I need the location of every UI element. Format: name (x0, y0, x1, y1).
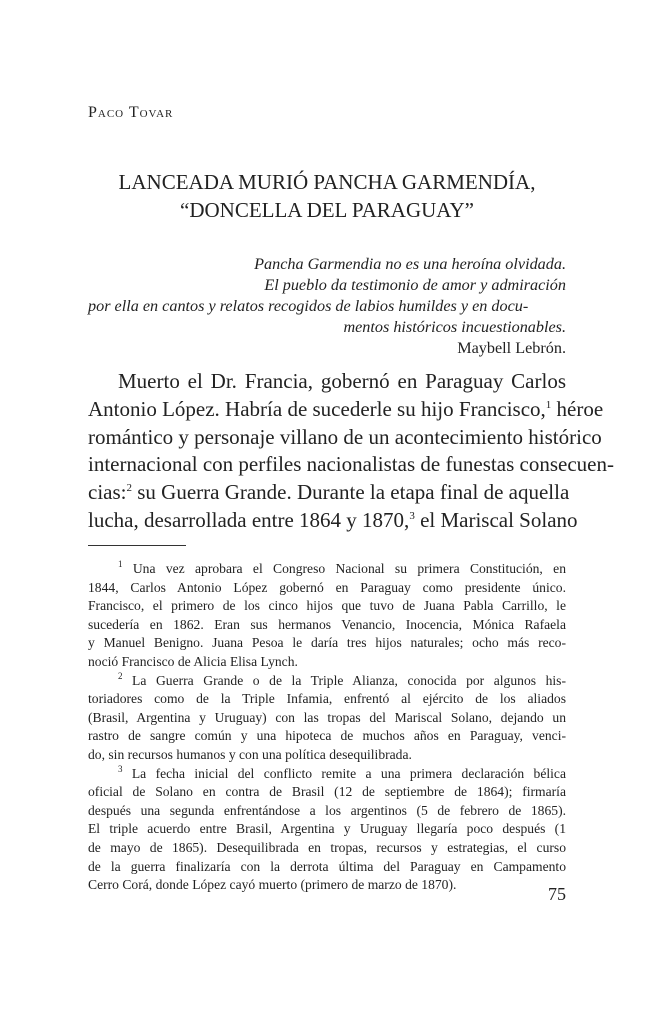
footnote-line (88, 560, 566, 579)
body-paragraph (88, 368, 614, 535)
body-text-run: el Mariscal Solano (414, 507, 578, 532)
chapter-title-line-2: “DONCELLA DEL PARAGUAY” (180, 198, 474, 222)
epigraph-author: Maybell Lebrón. (457, 339, 566, 357)
footnote-line (88, 765, 566, 784)
body-line (88, 479, 570, 507)
footnote-line: 1844, Carlos Antonio López gobernó en Paraguay como presidente único. (88, 579, 566, 595)
footnote-line: y Manuel Benigno. Juana Pesoa le daría tres hijos naturales; ocho más reco- (88, 635, 566, 651)
body-line: internacional con perfiles nacionalistas de funestas consecuen- (88, 452, 614, 477)
body-text-run: Antonio López. Habría de sucederle su hijo Francisco, (88, 396, 546, 421)
body-line (88, 507, 578, 535)
footnote-text: La Guerra Grande o de la Triple Alianza, conocida por algunos his- (122, 672, 566, 688)
footnote-line (88, 672, 566, 691)
footnote-ref[interactable]: 3 (409, 509, 415, 522)
running-head-author: Paco Tovar (88, 104, 174, 121)
footnote-number: 1 (118, 559, 123, 569)
epigraph-line: por ella en cantos y relatos recogidos de labios humildes y en docu- (88, 297, 529, 315)
footnote-line: El triple acuerdo entre Brasil, Argentina y Uruguay llegaría poco después (1 (88, 821, 566, 837)
footnote-line: Francisco, el primero de los cinco hijos que tuvo de Juana Pabla Carrillo, le (88, 598, 566, 614)
footnote-line: oficial de Solano en contra de Brasil (12 de septiembre de 1864); firmaría (88, 784, 566, 800)
epigraph (88, 254, 566, 359)
footnote-line: (Brasil, Argentina y Uruguay) con las tropas del Mariscal Solano, dejando un (88, 709, 566, 725)
body-line: Muerto el Dr. Francia, gobernó en Paraguay Carlos (118, 369, 566, 393)
body-line (88, 396, 604, 424)
body-text-run: cias: (88, 480, 127, 505)
epigraph-line: Pancha Garmendia no es una heroína olvidada. (254, 255, 566, 273)
footnote-line: de mayo de 1865). Desequilibrada en tropas, recursos y estrategias, el curso (88, 839, 566, 855)
footnote-number: 3 (118, 763, 123, 774)
footnote-text: La fecha inicial del conflicto remite a una primera declaración bélica (122, 765, 566, 781)
chapter-title-line-1: LANCEADA MURIÓ PANCHA GARMENDÍA, (118, 170, 536, 194)
footnote-ref[interactable]: 2 (126, 482, 132, 495)
body-text-run: lucha, desarrollada entre 1864 y 1870, (88, 507, 410, 532)
body-line: romántico y personaje villano de un acontecimiento histórico (88, 424, 602, 449)
page-number: 75 (548, 884, 566, 904)
footnote-text: Una vez aprobara el Congreso Nacional su primera Constitución, en (122, 561, 566, 576)
footnotes (88, 560, 566, 895)
book-page (88, 0, 614, 1010)
footnote-line: noció Francisco de Alicia Elisa Lynch. (88, 653, 298, 669)
footnote-line: después una segunda enfrentándose a los argentinos (5 de febrero de 1865). (88, 802, 566, 818)
footnote-ref[interactable]: 1 (545, 398, 552, 411)
footnote-line: toriadores como de la Triple Infamia, enfrentó al ejército de los aliados (88, 691, 566, 707)
footnote-line: sucedería en 1862. Eran sus hermanos Venancio, Inocencia, Mónica Rafaela (88, 616, 566, 632)
footnote-line: de la guerra finalizaría con la derrota última del Paraguay en Campamento (88, 858, 566, 874)
body-text-run: héroe (551, 396, 604, 421)
epigraph-line: mentos históricos incuestionables. (343, 318, 566, 336)
footnote-number: 2 (118, 670, 123, 681)
epigraph-line: El pueblo da testimonio de amor y admiración (264, 276, 566, 294)
chapter-title (88, 168, 566, 224)
body-text-run: su Guerra Grande. Durante la etapa final de aquella (131, 480, 570, 505)
footnote-separator (88, 545, 186, 546)
footnote-line: do, sin recursos humanos y con una política desequilibrada. (88, 746, 412, 762)
footnote-line: Cerro Corá, donde López cayó muerto (primero de marzo de 1870). (88, 877, 457, 893)
footnote-line: rastro de sangre común y una hipoteca de muchos años en Paraguay, venci- (88, 728, 566, 744)
